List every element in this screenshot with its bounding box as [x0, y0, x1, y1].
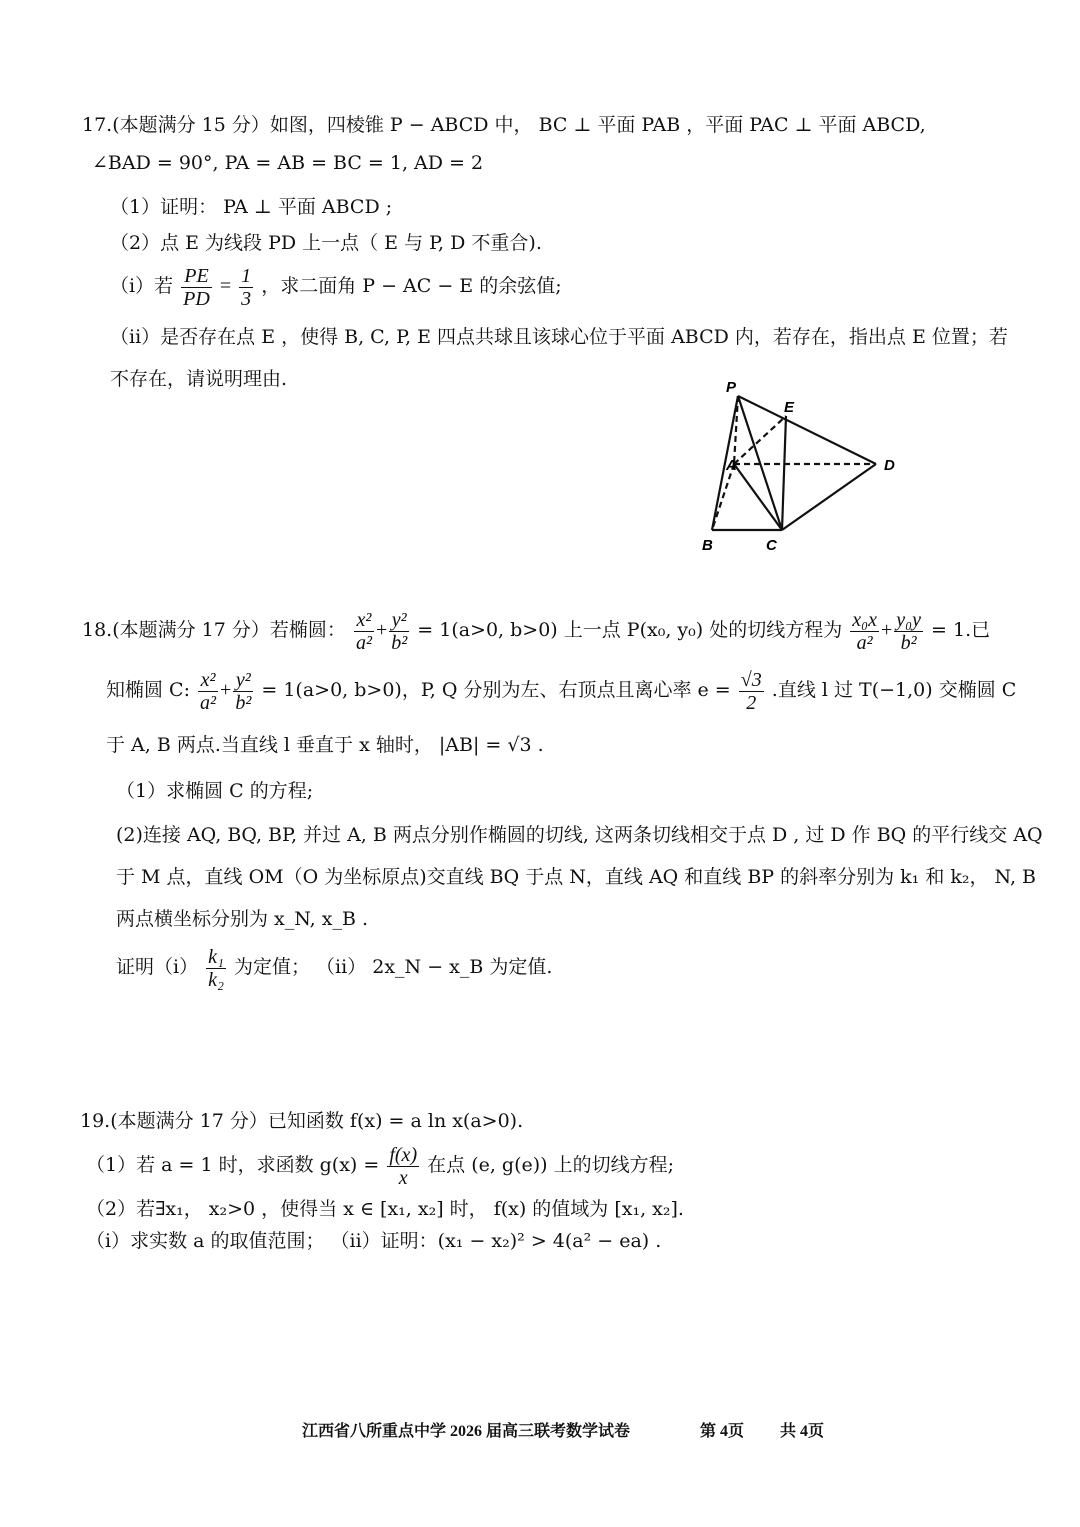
q17-part1: （1）证明： PA ⊥ 平面 ABCD ;: [110, 196, 393, 218]
frac-den: b²: [235, 691, 252, 714]
q17-ratio-num: PE: [184, 264, 209, 287]
q17-value-num: 1: [241, 264, 252, 287]
q17-sub-ii-line1: （ii）是否存在点 E ，使得 B, C, P, E 四点共球且该球心位于平面 ABCD 内，若存在，指出点 E 位置；若: [110, 326, 1008, 348]
label-C: C: [766, 537, 777, 554]
q17-value-fraction: [239, 265, 253, 310]
footer-title: 江西省八所重点中学 2026 届高三联考数学试卷: [302, 1423, 631, 1440]
frac-num: y²: [235, 668, 251, 691]
frac-den: x: [398, 1166, 408, 1189]
q18-line1-c: = 1.已: [931, 619, 991, 641]
frac-num: x₀x: [852, 608, 877, 631]
q18-part2-line2: 于 M 点，直线 OM（O 为坐标原点)交直线 BQ 于点 N，直线 AQ 和直线 BP 的斜率分别为 k₁ 和 k₂， N, B: [116, 866, 1036, 888]
footer-total-pages: 共 4页: [780, 1423, 825, 1440]
q18-line1-a: 18.(本题满分 17 分）若椭圆：: [82, 619, 346, 641]
q18-k-ratio-fraction: [206, 946, 226, 991]
q18-part2-line1: (2)连接 AQ, BQ, BP, 并过 A, B 两点分别作椭圆的切线, 这两条切线相交于点 D , 过 D 作 BQ 的平行线交 AQ: [116, 824, 1043, 846]
label-B: B: [702, 537, 713, 554]
edge-AE: [734, 416, 786, 464]
q17-value-den: 3: [241, 287, 252, 310]
edge-PD: [738, 396, 876, 464]
q19-part1-b: 在点 (e, g(e)) 上的切线方程;: [427, 1154, 675, 1176]
frac-num: x²: [356, 608, 372, 631]
q18-frac-y2-b2: [389, 609, 409, 654]
q18-line2-c: .直线 l 过 T(−1,0) 交椭圆 C: [771, 679, 1017, 701]
q18-proof-prefix: 证明（i）: [116, 956, 199, 978]
label-A: A: [726, 457, 737, 474]
q17-equals: =: [219, 275, 232, 297]
q18-line1-b: = 1(a>0, b>0) 上一点 P(x₀, y₀) 处的切线方程为: [417, 619, 843, 641]
q18-frac-x0x-a2: [850, 609, 879, 654]
q19-stem: 19.(本题满分 17 分）已知函数 f(x) = a ln x(a>0).: [80, 1110, 524, 1132]
frac-num: y²: [391, 608, 407, 631]
label-P: P: [726, 379, 737, 396]
frac-num: x²: [200, 668, 216, 691]
frac-den: k₂: [208, 968, 224, 991]
q18-frac-y0y-b2: [894, 609, 923, 654]
plus-sign: +: [880, 619, 893, 641]
frac-num: √3: [740, 668, 762, 691]
q18-line2: [106, 664, 1016, 716]
q17-stem-line1: 17.(本题满分 15 分）如图，四棱锥 P − ABCD 中， BC ⊥ 平面 PAB ，平面 PAC ⊥ 平面 ABCD,: [82, 114, 926, 136]
q18-part1: （1）求椭圆 C 的方程;: [116, 780, 314, 802]
q18-proof-rest: 为定值； （ii） 2x_N − x_B 为定值.: [234, 956, 553, 978]
frac-den: a²: [200, 691, 217, 714]
q17-sub-ii-line2: 不存在，请说明理由.: [110, 368, 288, 390]
q18-frac-y2-b2-b: [233, 669, 253, 714]
frac-num: k₁: [208, 945, 224, 968]
frac-den: 2: [746, 691, 757, 714]
q17-ratio-fraction: [181, 265, 212, 310]
plus-sign: +: [375, 619, 388, 641]
q19-part3: （i）求实数 a 的取值范围； （ii）证明：(x₁ − x₂)² > 4(a² − ea) .: [86, 1230, 662, 1252]
q18-eccentricity-fraction: [739, 669, 764, 714]
q17-sub-i-suffix: ，求二面角 P − AC − E 的余弦值;: [261, 275, 562, 297]
frac-den: b²: [391, 631, 408, 654]
q18-frac-x2-a2-b: [198, 669, 218, 714]
q18-part2-line3: 两点横坐标分别为 x_N, x_B .: [116, 908, 369, 930]
q17-part2: （2）点 E 为线段 PD 上一点（ E 与 P, D 不重合).: [110, 232, 542, 254]
q19-part1: [86, 1140, 674, 1190]
frac-num: y₀y: [896, 608, 921, 631]
footer-page-number: 第 4页: [700, 1423, 745, 1440]
q18-line3: 于 A, B 两点.当直线 l 垂直于 x 轴时， |AB| = √3 .: [106, 734, 544, 756]
q17-sub-i: [110, 262, 562, 310]
frac-den: b²: [900, 631, 917, 654]
q19-part2: （2）若∃x₁， x₂>0 ，使得当 x ∈ [x₁, x₂] 时， f(x) 的值域为 [x₁, x₂].: [86, 1198, 684, 1220]
frac-den: a²: [355, 631, 372, 654]
label-E: E: [784, 399, 795, 416]
q19-g-fraction: [387, 1144, 419, 1189]
q17-pyramid-figure: [690, 372, 910, 557]
label-D: D: [884, 457, 895, 474]
q18-line2-b: = 1(a>0, b>0)，P, Q 分别为左、右顶点且离心率 e =: [261, 679, 731, 701]
q18-line1: [82, 604, 990, 656]
edge-EC: [782, 416, 786, 530]
edge-AC: [734, 464, 782, 530]
frac-num: f(x): [389, 1143, 418, 1166]
q17-ratio-den: PD: [183, 287, 210, 310]
q18-proof: [116, 942, 552, 992]
q17-sub-i-prefix: （i）若: [110, 275, 174, 297]
q18-line2-a: 知椭圆 C:: [106, 679, 190, 701]
edge-CD: [782, 464, 876, 530]
frac-den: a²: [856, 631, 873, 654]
q18-frac-x2-a2: [354, 609, 374, 654]
plus-sign: +: [220, 679, 232, 701]
q17-stem-line2: ∠BAD = 90°, PA = AB = BC = 1, AD = 2: [92, 152, 484, 174]
q19-part1-a: （1）若 a = 1 时，求函数 g(x) =: [86, 1154, 380, 1176]
